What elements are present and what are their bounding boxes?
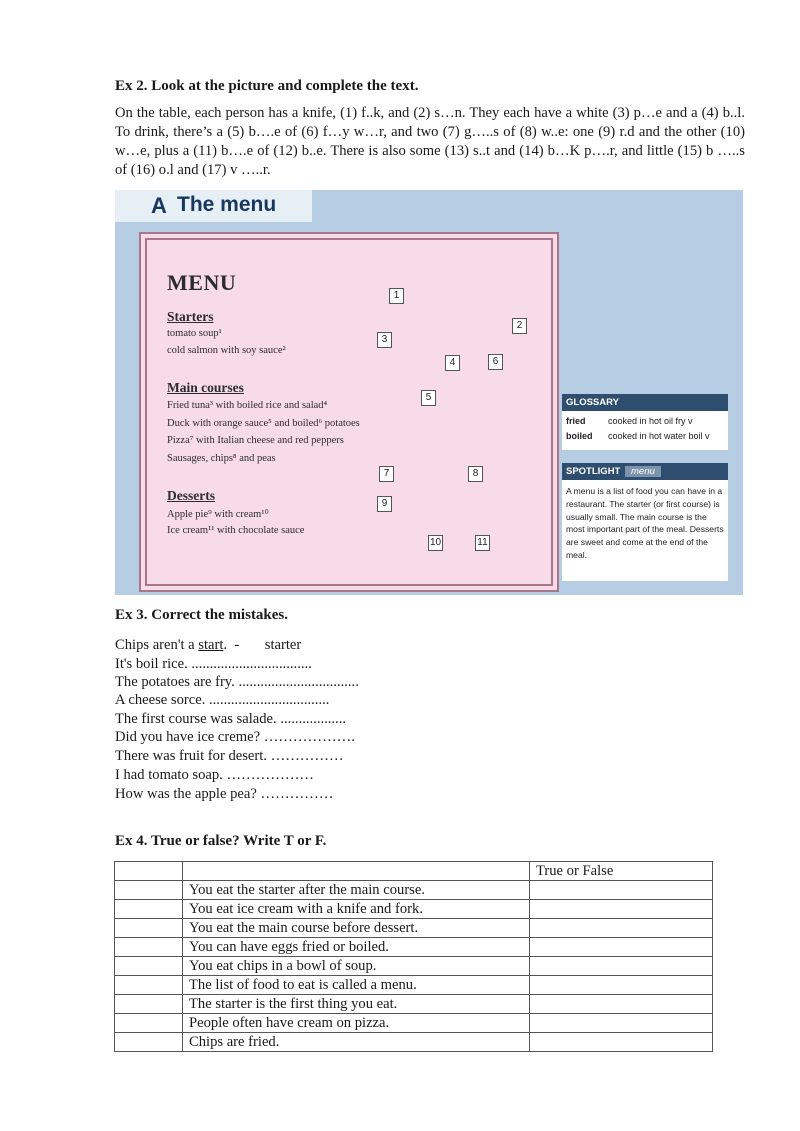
answer-cell[interactable] xyxy=(530,976,713,995)
menu-illustration xyxy=(115,190,743,595)
desserts-heading: Desserts xyxy=(167,488,215,503)
callout-number: 11 xyxy=(475,535,490,551)
ex3-first-suffix: . - starter xyxy=(223,637,302,653)
table-cell xyxy=(115,900,183,919)
spotlight-header xyxy=(562,463,728,480)
answer-cell[interactable] xyxy=(530,1033,713,1052)
callout-number: 7 xyxy=(379,466,394,482)
table-row xyxy=(115,976,713,995)
true-false-header: True or False xyxy=(530,862,713,881)
glossary-term: boiled xyxy=(566,431,593,441)
ex4-title: . True or false? Write T or F. xyxy=(143,833,327,849)
answer-cell[interactable] xyxy=(530,995,713,1014)
ex3-line: The first course was salade. .................. xyxy=(115,711,347,727)
ex3-line: A cheese sorce. ................................. xyxy=(115,692,330,708)
table-row xyxy=(115,995,713,1014)
glossary-definition: cooked in hot oil fry v xyxy=(608,416,693,426)
menu-item: Duck with orange sauce⁵ and boiled⁶ potatoes xyxy=(167,418,360,429)
table-cell xyxy=(115,862,183,881)
starters-heading: Starters xyxy=(167,309,214,324)
menu-item: Sausages, chips⁸ and peas xyxy=(167,453,276,464)
menu-item: Ice cream¹¹ with chocolate sauce xyxy=(167,525,305,536)
ex2-text: On the table, each person has a knife, (1) f..k, and (2) s…n. They each have a white (3) p…e and a (4) b..l. To drink, there’s a (5) b….e of (6) f…y w…r, and two (7) g…..s of (8) w..e: one (9) r.d and the other (10) w…e, plus a (11) b….e of (12) b..e. There is also some (13) s..t and (14) b…K p….r, and little (15) b …..s of (16) o.l and (17) v …..r. xyxy=(115,105,745,178)
callout-number: 6 xyxy=(488,354,503,370)
menu-item: tomato soup¹ xyxy=(167,328,222,339)
table-cell xyxy=(115,957,183,976)
ex4-heading xyxy=(115,833,326,850)
statement: You eat ice cream with a knife and fork. xyxy=(183,900,530,919)
spotlight-tag: menu xyxy=(625,466,661,477)
ex2-title: . Look at the picture and complete the text. xyxy=(143,78,419,94)
ex3-line xyxy=(115,637,301,654)
spotlight-box xyxy=(562,463,728,581)
table-cell xyxy=(115,938,183,957)
answer-cell[interactable] xyxy=(530,900,713,919)
statement: People often have cream on pizza. xyxy=(183,1014,530,1033)
ex4-label: Ex 4 xyxy=(115,833,144,849)
ex3-first-prefix: Chips aren't a xyxy=(115,637,199,653)
glossary-definition: cooked in hot water boil v xyxy=(608,431,710,441)
ex3-line: It's boil rice. ................................. xyxy=(115,656,312,672)
callout-number: 4 xyxy=(445,355,460,371)
statement: You eat the starter after the main course. xyxy=(183,881,530,900)
table-cell xyxy=(115,1033,183,1052)
table-row xyxy=(115,1014,713,1033)
table-cell xyxy=(115,919,183,938)
ex3-line: How was the apple pea? …………… xyxy=(115,786,334,802)
ex3-line: The potatoes are fry. ................................. xyxy=(115,674,359,690)
ex3-underlined-word: start xyxy=(198,637,224,653)
ex3-line: Did you have ice creme? ………………. xyxy=(115,729,355,745)
table-cell xyxy=(115,995,183,1014)
table-row xyxy=(115,938,713,957)
table-row xyxy=(115,900,713,919)
statement: Chips are fried. xyxy=(183,1033,530,1052)
ex3-line: I had tomato soap. ……………… xyxy=(115,767,315,783)
table-row xyxy=(115,957,713,976)
true-false-table xyxy=(114,861,713,1052)
callout-number: 10 xyxy=(428,535,443,551)
table-cell xyxy=(115,976,183,995)
menu-item: Fried tuna³ with boiled rice and salad⁴ xyxy=(167,400,328,411)
table-cell xyxy=(115,1014,183,1033)
menu-item: Pizza⁷ with Italian cheese and red peppers xyxy=(167,435,344,446)
glossary-title: GLOSSARY xyxy=(562,394,728,411)
callout-number: 8 xyxy=(468,466,483,482)
spotlight-title: SPOTLIGHT xyxy=(566,466,621,477)
glossary-box xyxy=(562,394,728,450)
answer-cell[interactable] xyxy=(530,1014,713,1033)
table-cell xyxy=(183,862,530,881)
statement: The starter is the first thing you eat. xyxy=(183,995,530,1014)
table-cell xyxy=(115,881,183,900)
table-row xyxy=(115,881,713,900)
section-letter: A xyxy=(151,193,167,218)
ex2-heading xyxy=(115,78,418,95)
statement: You eat the main course before dessert. xyxy=(183,919,530,938)
menu-item: Apple pie⁹ with cream¹⁰ xyxy=(167,509,269,520)
spotlight-text: A menu is a list of food you can have in a restaurant. The starter (or first course) is usually small. The main course is the most important part of the meal. Desserts are sweet and come at the end of the meal. xyxy=(566,486,724,560)
answer-cell[interactable] xyxy=(530,881,713,900)
section-title: The menu xyxy=(177,193,277,216)
menu-title: MENU xyxy=(167,270,237,295)
ex3-line: There was fruit for desert. …………… xyxy=(115,748,344,764)
callout-number: 9 xyxy=(377,496,392,512)
callout-number: 5 xyxy=(421,390,436,406)
menu-item: cold salmon with soy sauce² xyxy=(167,345,286,356)
glossary-term: fried xyxy=(566,416,586,426)
main-courses-heading: Main courses xyxy=(167,380,244,395)
table-header-row xyxy=(115,862,713,881)
callout-number: 3 xyxy=(377,332,392,348)
statement: The list of food to eat is called a menu. xyxy=(183,976,530,995)
statement: You can have eggs fried or boiled. xyxy=(183,938,530,957)
ex2-label: Ex 2 xyxy=(115,78,144,94)
ex3-heading: Ex 3. Correct the mistakes. xyxy=(115,607,289,623)
answer-cell[interactable] xyxy=(530,957,713,976)
callout-number: 2 xyxy=(512,318,527,334)
table-row xyxy=(115,919,713,938)
table-row xyxy=(115,1033,713,1052)
callout-number: 1 xyxy=(389,288,404,304)
answer-cell[interactable] xyxy=(530,919,713,938)
menu-card xyxy=(145,238,553,586)
answer-cell[interactable] xyxy=(530,938,713,957)
statement: You eat chips in a bowl of soup. xyxy=(183,957,530,976)
